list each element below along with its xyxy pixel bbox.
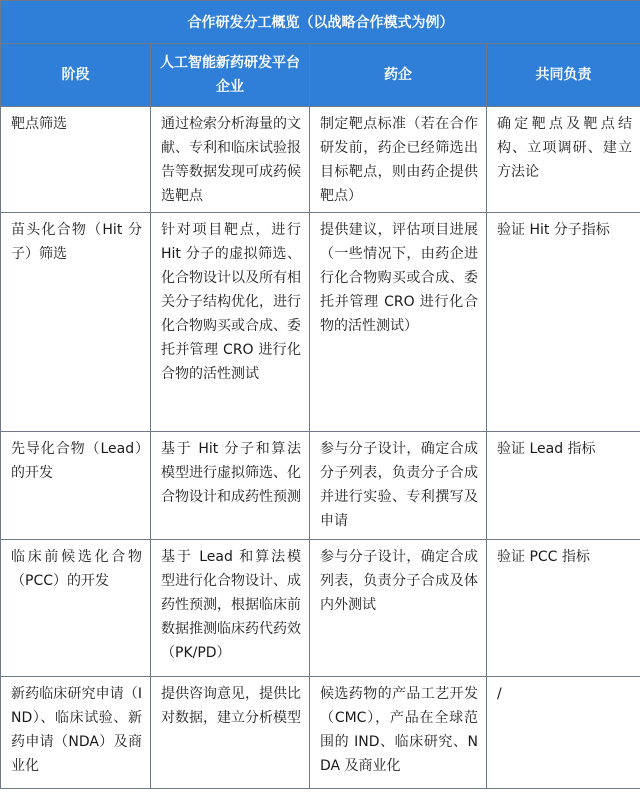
- table-title-row: [1, 1, 640, 44]
- cell-pharma: 提供建议，评估项目进展（一些情况下，由药企进行化合物购买或合成、委托并管理 CRO 进行化合物的活性测试）: [310, 213, 487, 432]
- cell-shared: 验证 Lead 指标: [487, 432, 640, 540]
- table-row: [1, 432, 640, 540]
- header-ai-platform: 人工智能新药研发平台企业: [151, 44, 310, 107]
- cell-shared: 验证 Hit 分子指标: [487, 213, 640, 432]
- cell-ai-platform: 基于 Hit 分子和算法模型进行虚拟筛选、化合物设计和成药性预测: [151, 432, 310, 540]
- cell-pharma: 参与分子设计，确定合成分子列表，负责分子合成并进行实验、专利撰写及申请: [310, 432, 487, 540]
- table-row: [1, 213, 640, 432]
- cell-shared: 确定靶点及靶点结构、立项调研、建立方法论: [487, 107, 640, 213]
- header-stage: 阶段: [1, 44, 151, 107]
- cell-shared: 验证 PCC 指标: [487, 540, 640, 677]
- cell-ai-platform: 通过检索分析海量的文献、专利和临床试验报告等数据发现可成药候选靶点: [151, 107, 310, 213]
- cell-stage: 苗头化合物（Hit 分子）筛选: [1, 213, 151, 432]
- cell-ai-platform: 针对项目靶点，进行 Hit 分子的虚拟筛选、化合物设计以及所有相关分子结构优化，进行化合物购买或合成、委托并管理 CRO 进行化合物的活性测试: [151, 213, 310, 432]
- cell-pharma: 制定靶点标准（若在合作研发前，药企已经筛选出目标靶点，则由药企提供靶点）: [310, 107, 487, 213]
- cell-stage: 新药临床研究申请（IND）、临床试验、新药申请（NDA）及商业化: [1, 677, 151, 789]
- cell-stage: 临床前候选化合物（PCC）的开发: [1, 540, 151, 677]
- table-row: [1, 677, 640, 789]
- cell-stage: 靶点筛选: [1, 107, 151, 213]
- cell-stage: 先导化合物（Lead）的开发: [1, 432, 151, 540]
- table-header-row: [1, 44, 640, 107]
- header-pharma: 药企: [310, 44, 487, 107]
- cell-pharma: 参与分子设计，确定合成列表，负责分子合成及体内外测试: [310, 540, 487, 677]
- table-title: 合作研发分工概览（以战略合作模式为例）: [1, 1, 640, 44]
- cell-pharma: 候选药物的产品工艺开发（CMC），产品在全球范围的 IND、临床研究、NDA 及商业化: [310, 677, 487, 789]
- table-row: [1, 107, 640, 213]
- cell-ai-platform: 基于 Lead 和算法模型进行化合物设计、成药性预测，根据临床前数据推测临床药代药效（PK/PD）: [151, 540, 310, 677]
- cell-ai-platform: 提供咨询意见，提供比对数据，建立分析模型: [151, 677, 310, 789]
- table-row: [1, 540, 640, 677]
- header-shared: 共同负责: [487, 44, 640, 107]
- cell-shared: /: [487, 677, 640, 789]
